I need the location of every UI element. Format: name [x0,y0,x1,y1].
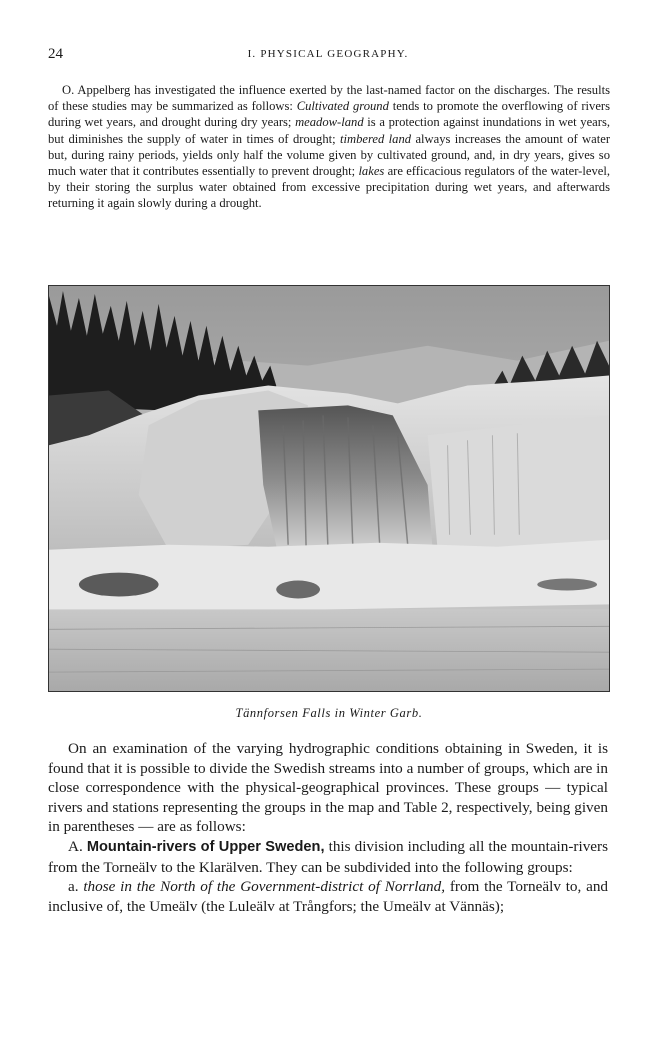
intro-sentence-2: tends to promote the overflowing of rivers during wet years, and drought during dry years; [48,99,611,130]
subsection-a-title: those in the North of the Government-district of Norrland, [83,878,446,896]
section-a-title: Mountain-rivers of Upper Sweden, [86,838,325,855]
page-number: 24 [48,46,63,62]
term-lakes: lakes [358,164,385,179]
term-cultivated-ground: Cultivated ground [296,99,389,114]
running-title: I. PHYSICAL GEOGRAPHY. [247,48,409,60]
section-a [48,837,608,877]
intro-paragraph [48,82,610,212]
intro-sentence-4: always increases the amount of water but, during rainy periods, yields only half the volume given by cultivated ground, and, in dry years, gives so much water that it contributes essentially to prevent drought; [48,131,611,179]
subsection-a-text: from the Torneälv to, and inclusive of, the Umeälv (the Luleälv at Trångfors; the Umeälv at Vännäs); [48,878,609,915]
subsection-a [48,877,608,916]
section-a-label: A. [68,837,83,855]
waterfall-photo-illustration [49,286,609,691]
term-meadow-land: meadow-land [295,115,364,130]
section-a-text: this division including all the mountain-rivers from the Torneälv to the Klarälven. They can be subdivided into the following groups: [48,837,609,876]
intro-sentence-5: are efficacious regulators of the water-level, by their storing the surplus water obtained from excessive precipitation during wet years, and afterwards returning it again slowly during a drought. [48,164,610,211]
main-text [48,739,608,916]
page-header [48,46,608,66]
intro-sentence-3: is a protection against inundations in wet years, but diminishes the supply of water in times of drought; [48,115,611,146]
subsection-a-label: a. [68,878,79,896]
paragraph-hydrographic-conditions: On an examination of the varying hydrographic conditions obtaining in Sweden, it is found that it is possible to divide the Swedish streams into a number of groups, which are in close correspondence with the physical-geographical provinces. These groups — typical rivers and stations representing the groups in the map and Table 2, respectively, being given in parentheses — are as follows: [48,740,608,836]
intro-sentence-1: O. Appelberg has investigated the influence exerted by the last-named factor on the discharges. The results of these studies may be summarized as follows: [48,83,610,114]
figure-caption: Tännforsen Falls in Winter Garb. [235,706,423,720]
term-timbered-land: timbered land [340,131,412,146]
waterfall-photo [48,285,610,692]
